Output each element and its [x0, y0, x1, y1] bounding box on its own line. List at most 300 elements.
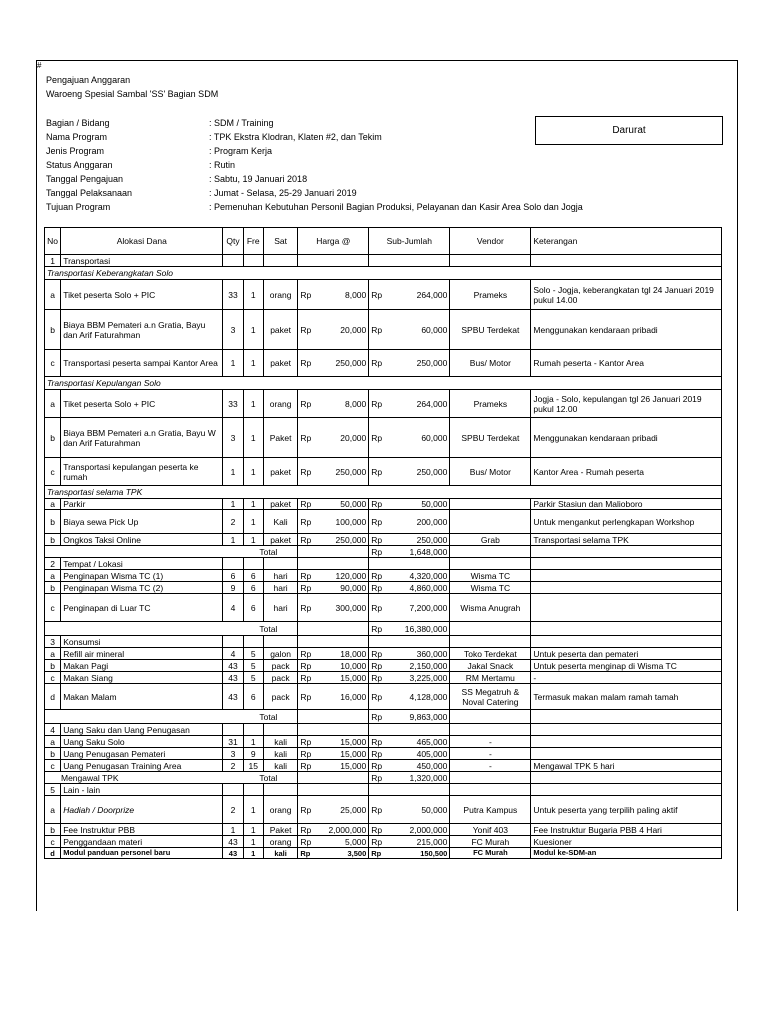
section-name: Transportasi — [61, 255, 223, 267]
item-subjumlah-value: 2,150,000 — [409, 660, 448, 671]
item-subjumlah — [369, 648, 450, 660]
item-name: Transportasi kepulangan peserta ke rumah — [61, 458, 223, 486]
item-harga — [298, 594, 369, 622]
item-harga — [298, 310, 369, 350]
col-header-fre: Fre — [243, 228, 263, 255]
item-harga-value: 15,000 — [340, 672, 367, 683]
currency-label: Rp — [371, 848, 382, 858]
row-no: b — [45, 510, 61, 534]
item-harga-value: 10,000 — [340, 660, 367, 671]
row-no: a — [45, 796, 61, 824]
item-subjumlah-value: 250,000 — [416, 358, 448, 368]
item-qty: 3 — [223, 310, 243, 350]
empty-cell — [263, 255, 297, 267]
item-name: Uang Penugasan Pemateri — [61, 748, 223, 760]
currency-label: Rp — [300, 672, 312, 683]
info-value: : SDM / Training — [209, 118, 274, 128]
empty-cell — [369, 784, 450, 796]
item-subjumlah-value: 250,000 — [416, 534, 448, 545]
info-label: Jenis Program — [46, 146, 105, 156]
table-row — [45, 796, 722, 824]
currency-label: Rp — [371, 602, 383, 613]
item-qty: 1 — [223, 350, 243, 377]
table-row — [45, 648, 722, 660]
item-vendor: Yonif 403 — [450, 824, 531, 836]
item-fre: 1 — [243, 499, 263, 510]
empty-cell — [223, 558, 243, 570]
subsection-row — [45, 267, 722, 280]
item-qty: 6 — [223, 570, 243, 582]
item-vendor: Prameks — [450, 390, 531, 418]
item-harga-value: 250,000 — [335, 358, 367, 368]
item-fre: 1 — [243, 418, 263, 458]
item-sat: kali — [263, 848, 297, 859]
item-harga-value: 15,000 — [340, 760, 367, 771]
currency-label: Rp — [300, 466, 312, 477]
item-subjumlah-value: 264,000 — [416, 289, 448, 300]
currency-label: Rp — [300, 516, 312, 527]
item-keterangan — [531, 736, 722, 748]
currency-label: Rp — [371, 672, 383, 683]
total-row — [45, 772, 722, 784]
empty-cell — [531, 636, 722, 648]
item-sat: paket — [263, 499, 297, 510]
table-row — [45, 660, 722, 672]
item-name: Biaya sewa Pick Up — [61, 510, 223, 534]
item-sat: pack — [263, 672, 297, 684]
subsection-name: Transportasi selama TPK — [45, 486, 722, 499]
item-qty: 43 — [223, 660, 243, 672]
item-subjumlah — [369, 684, 450, 710]
info-label: Bagian / Bidang — [46, 118, 110, 128]
item-subjumlah — [369, 582, 450, 594]
item-fre: 15 — [243, 760, 263, 772]
currency-label: Rp — [371, 836, 383, 847]
item-subjumlah — [369, 824, 450, 836]
item-harga-value: 300,000 — [335, 602, 367, 613]
item-name: Biaya BBM Pemateri a.n Gratia, Bayu dan Arif Faturahman — [61, 310, 223, 350]
program-info — [46, 116, 583, 214]
empty-cell — [369, 558, 450, 570]
item-harga — [298, 736, 369, 748]
currency-label: Rp — [371, 691, 383, 702]
row-no: b — [45, 660, 61, 672]
item-keterangan: - — [531, 672, 722, 684]
item-name: Transportasi peserta sampai Kantor Area — [61, 350, 223, 377]
info-label: Nama Program — [46, 132, 108, 142]
col-header-sat: Sat — [263, 228, 297, 255]
empty-cell — [298, 772, 369, 784]
item-harga-value: 250,000 — [335, 466, 367, 477]
item-qty: 3 — [223, 748, 243, 760]
item-subjumlah-value: 60,000 — [421, 324, 448, 335]
item-qty: 9 — [223, 582, 243, 594]
item-subjumlah — [369, 570, 450, 582]
item-qty: 2 — [223, 510, 243, 534]
empty-cell — [369, 636, 450, 648]
info-value: : Program Kerja — [209, 146, 273, 156]
item-name: Makan Malam — [61, 684, 223, 710]
item-subjumlah — [369, 534, 450, 546]
table-row — [45, 594, 722, 622]
item-harga-value: 15,000 — [340, 748, 367, 759]
item-subjumlah — [369, 748, 450, 760]
item-subjumlah — [369, 458, 450, 486]
item-qty: 1 — [223, 458, 243, 486]
item-fre: 1 — [243, 534, 263, 546]
item-fre: 1 — [243, 280, 263, 310]
item-qty: 1 — [223, 499, 243, 510]
col-header-no: No — [45, 228, 61, 255]
hash-mark: # — [37, 61, 42, 70]
total-amount — [369, 772, 450, 784]
item-subjumlah-value: 405,000 — [416, 748, 448, 759]
info-value: : Sabtu, 19 Januari 2018 — [209, 174, 308, 184]
item-fre: 1 — [243, 736, 263, 748]
item-subjumlah — [369, 510, 450, 534]
row-no: b — [45, 418, 61, 458]
table-row — [45, 760, 722, 772]
item-subjumlah-value: 264,000 — [416, 398, 448, 409]
currency-label: Rp — [300, 398, 312, 409]
item-vendor: SPBU Terdekat — [450, 310, 531, 350]
row-no: c — [45, 350, 61, 377]
empty-cell — [531, 784, 722, 796]
document-subtitle: Waroeng Spesial Sambal 'SS' Bagian SDM — [46, 89, 219, 99]
item-sat: kali — [263, 748, 297, 760]
item-name: Tiket peserta Solo + PIC — [61, 280, 223, 310]
currency-label: Rp — [300, 358, 312, 368]
item-qty: 2 — [223, 760, 243, 772]
status-box: Darurat — [535, 116, 723, 145]
row-no: a — [45, 648, 61, 660]
empty-cell — [243, 636, 263, 648]
item-harga — [298, 748, 369, 760]
item-fre: 1 — [243, 848, 263, 859]
item-sat: paket — [263, 534, 297, 546]
item-subjumlah — [369, 594, 450, 622]
section-row — [45, 784, 722, 796]
currency-label: Rp — [371, 466, 383, 477]
item-subjumlah — [369, 796, 450, 824]
subsection-name: Transportasi Kepulangan Solo — [45, 377, 722, 390]
row-no: a — [45, 736, 61, 748]
info-row — [46, 158, 583, 172]
item-keterangan: Untuk peserta yang terpilih paling aktif — [531, 796, 722, 824]
item-harga — [298, 499, 369, 510]
item-subjumlah-value: 250,000 — [416, 466, 448, 477]
info-row — [46, 144, 583, 158]
item-name: Uang Penugasan Training Area — [61, 760, 223, 772]
total-amount-value: 1,648,000 — [409, 546, 448, 557]
currency-label: Rp — [300, 289, 312, 300]
item-fre: 1 — [243, 510, 263, 534]
currency-label: Rp — [300, 836, 312, 847]
item-subjumlah — [369, 418, 450, 458]
empty-cell — [531, 255, 722, 267]
item-harga-value: 2,000,000 — [328, 824, 367, 835]
currency-label: Rp — [300, 602, 312, 613]
currency-label: Rp — [371, 623, 383, 634]
col-header-vendor: Vendor — [450, 228, 531, 255]
empty-cell — [298, 724, 369, 736]
empty-cell — [243, 724, 263, 736]
item-harga-value: 25,000 — [340, 804, 367, 815]
info-value: : Pemenuhan Kebutuhan Personil Bagian Produksi, Pelayanan dan Kasir Area Solo dan Jogja — [209, 202, 583, 212]
currency-label: Rp — [371, 804, 383, 815]
empty-cell — [450, 784, 531, 796]
empty-cell — [223, 255, 243, 267]
currency-label: Rp — [371, 582, 383, 593]
item-vendor: Wisma Anugrah — [450, 594, 531, 622]
item-qty: 33 — [223, 390, 243, 418]
item-vendor: Jakal Snack — [450, 660, 531, 672]
item-qty: 43 — [223, 836, 243, 848]
item-keterangan: Parkir Stasiun dan Malioboro — [531, 499, 722, 510]
empty-cell — [263, 784, 297, 796]
item-harga — [298, 684, 369, 710]
empty-cell — [298, 784, 369, 796]
item-keterangan: Termasuk makan malam ramah tamah — [531, 684, 722, 710]
item-harga — [298, 418, 369, 458]
currency-label: Rp — [300, 324, 312, 335]
empty-cell — [531, 558, 722, 570]
currency-label: Rp — [371, 499, 383, 509]
currency-label: Rp — [300, 499, 312, 509]
item-name: Fee Instruktur PBB — [61, 824, 223, 836]
section-name: Uang Saku dan Uang Penugasan — [61, 724, 223, 736]
total-amount-value: 1,320,000 — [409, 772, 448, 783]
currency-label: Rp — [371, 648, 383, 659]
budget-table — [44, 227, 722, 859]
item-qty: 31 — [223, 736, 243, 748]
empty-cell — [298, 636, 369, 648]
subsection-row — [45, 377, 722, 390]
table-row — [45, 534, 722, 546]
currency-label: Rp — [300, 748, 312, 759]
section-row — [45, 558, 722, 570]
currency-label: Rp — [371, 772, 383, 783]
item-sat: paket — [263, 310, 297, 350]
item-keterangan: Untuk peserta dan pemateri — [531, 648, 722, 660]
item-name: Penginapan Wisma TC (1) — [61, 570, 223, 582]
item-harga — [298, 534, 369, 546]
item-keterangan: Kantor Area - Rumah peserta — [531, 458, 722, 486]
item-name: Parkir — [61, 499, 223, 510]
table-row — [45, 672, 722, 684]
item-harga-value: 20,000 — [340, 324, 367, 335]
item-sat: orang — [263, 280, 297, 310]
currency-label: Rp — [371, 736, 383, 747]
row-no: c — [45, 760, 61, 772]
table-header-row — [45, 228, 722, 255]
item-keterangan: Kuesioner — [531, 836, 722, 848]
item-fre: 6 — [243, 582, 263, 594]
item-fre: 1 — [243, 310, 263, 350]
item-qty: 2 — [223, 796, 243, 824]
table-row — [45, 280, 722, 310]
row-no: a — [45, 499, 61, 510]
empty-cell — [369, 255, 450, 267]
row-no: b — [45, 824, 61, 836]
total-label-text: Total — [259, 546, 278, 557]
total-label-text: Total — [259, 623, 278, 634]
item-vendor: FC Murah — [450, 848, 531, 859]
item-subjumlah-value: 7,200,000 — [409, 602, 448, 613]
item-harga-value: 3,500 — [347, 848, 367, 858]
col-header-qty: Qty — [223, 228, 243, 255]
item-name: Hadiah / Doorprize — [61, 796, 223, 824]
section-name: Tempat / Lokasi — [61, 558, 223, 570]
item-harga-value: 50,000 — [340, 499, 367, 509]
item-subjumlah-value: 200,000 — [416, 516, 448, 527]
total-amount — [369, 546, 450, 558]
currency-label: Rp — [300, 736, 312, 747]
row-no: d — [45, 684, 61, 710]
item-qty: 1 — [223, 534, 243, 546]
section-row — [45, 724, 722, 736]
row-no: b — [45, 310, 61, 350]
item-subjumlah — [369, 660, 450, 672]
total-amount — [369, 710, 450, 724]
item-fre: 1 — [243, 836, 263, 848]
item-subjumlah-value: 360,000 — [416, 648, 448, 659]
item-fre: 1 — [243, 458, 263, 486]
item-vendor: - — [450, 748, 531, 760]
item-keterangan: Solo - Jogja, keberangkatan tgl 24 Januari 2019 pukul 14.00 — [531, 280, 722, 310]
item-harga — [298, 458, 369, 486]
item-fre: 5 — [243, 672, 263, 684]
currency-label: Rp — [300, 760, 312, 771]
table-row — [45, 582, 722, 594]
empty-cell — [298, 546, 369, 558]
col-header-subjumlah: Sub-Jumlah — [369, 228, 450, 255]
currency-label: Rp — [300, 648, 312, 659]
empty-cell — [298, 558, 369, 570]
item-sat: orang — [263, 836, 297, 848]
item-sat: orang — [263, 390, 297, 418]
table-row — [45, 748, 722, 760]
item-name: Makan Siang — [61, 672, 223, 684]
item-keterangan: Modul ke-SDM-an — [531, 848, 722, 859]
item-sat: paket — [263, 350, 297, 377]
section-row — [45, 255, 722, 267]
empty-cell — [531, 622, 722, 636]
item-subjumlah-value: 50,000 — [421, 499, 448, 509]
currency-label: Rp — [300, 691, 312, 702]
empty-cell — [450, 558, 531, 570]
section-name: Lain - lain — [61, 784, 223, 796]
empty-cell — [223, 724, 243, 736]
total-label — [45, 546, 298, 558]
currency-label: Rp — [371, 824, 383, 835]
item-vendor: - — [450, 736, 531, 748]
empty-cell — [531, 724, 722, 736]
item-subjumlah-value: 2,000,000 — [409, 824, 448, 835]
info-value: : TPK Ekstra Klodran, Klaten #2, dan Tekim — [209, 132, 382, 142]
item-fre: 5 — [243, 660, 263, 672]
item-vendor: SPBU Terdekat — [450, 418, 531, 458]
item-fre: 1 — [243, 796, 263, 824]
currency-label: Rp — [300, 534, 312, 545]
item-harga-value: 16,000 — [340, 691, 367, 702]
item-keterangan — [531, 570, 722, 582]
item-harga-value: 8,000 — [344, 398, 367, 409]
total-label-text: Total — [259, 772, 278, 783]
item-name: Penginapan di Luar TC — [61, 594, 223, 622]
item-name: Makan Pagi — [61, 660, 223, 672]
total-amount-value: 16,380,000 — [404, 623, 448, 634]
item-qty: 33 — [223, 280, 243, 310]
item-harga-value: 5,000 — [344, 836, 367, 847]
currency-label: Rp — [371, 570, 383, 581]
table-row — [45, 350, 722, 377]
info-label: Tanggal Pengajuan — [46, 174, 124, 184]
item-harga-value: 15,000 — [340, 736, 367, 747]
info-label: Status Anggaran — [46, 160, 113, 170]
row-no: 5 — [45, 784, 61, 796]
total-amount-value: 9,863,000 — [409, 711, 448, 722]
currency-label: Rp — [371, 324, 383, 335]
item-harga — [298, 350, 369, 377]
item-subjumlah-value: 4,128,000 — [409, 691, 448, 702]
item-qty: 4 — [223, 648, 243, 660]
item-name: Modul panduan personel baru — [61, 848, 223, 859]
item-harga — [298, 760, 369, 772]
item-harga-value: 250,000 — [335, 534, 367, 545]
item-vendor: Wisma TC — [450, 570, 531, 582]
item-vendor: Bus/ Motor — [450, 350, 531, 377]
item-subjumlah-value: 465,000 — [416, 736, 448, 747]
empty-cell — [243, 558, 263, 570]
empty-cell — [243, 784, 263, 796]
currency-label: Rp — [371, 358, 383, 368]
info-value: : Rutin — [209, 160, 236, 170]
item-keterangan: Fee Instruktur Bugaria PBB 4 Hari — [531, 824, 722, 836]
item-keterangan: Menggunakan kendaraan pribadi — [531, 310, 722, 350]
empty-cell — [223, 636, 243, 648]
empty-cell — [450, 255, 531, 267]
item-qty: 4 — [223, 594, 243, 622]
item-harga — [298, 660, 369, 672]
item-subjumlah-value: 150,500 — [420, 848, 448, 858]
subsection-name: Transportasi Keberangkatan Solo — [45, 267, 722, 280]
item-sat: orang — [263, 796, 297, 824]
row-no: 4 — [45, 724, 61, 736]
item-keterangan: Mengawal TPK 5 hari — [531, 760, 722, 772]
empty-cell — [298, 622, 369, 636]
item-subjumlah-value: 50,000 — [421, 804, 448, 815]
total-label-text: Total — [259, 711, 278, 722]
item-harga — [298, 510, 369, 534]
item-vendor: Toko Terdekat — [450, 648, 531, 660]
item-sat: Kali — [263, 510, 297, 534]
item-keterangan — [531, 594, 722, 622]
currency-label: Rp — [371, 546, 383, 557]
empty-cell — [263, 558, 297, 570]
currency-label: Rp — [371, 432, 383, 443]
row-no: c — [45, 594, 61, 622]
currency-label: Rp — [300, 824, 312, 835]
item-harga — [298, 836, 369, 848]
table-row — [45, 310, 722, 350]
table-row — [45, 684, 722, 710]
row-no: a — [45, 280, 61, 310]
currency-label: Rp — [371, 660, 383, 671]
empty-cell — [531, 710, 722, 724]
empty-cell — [450, 636, 531, 648]
item-sat: pack — [263, 684, 297, 710]
